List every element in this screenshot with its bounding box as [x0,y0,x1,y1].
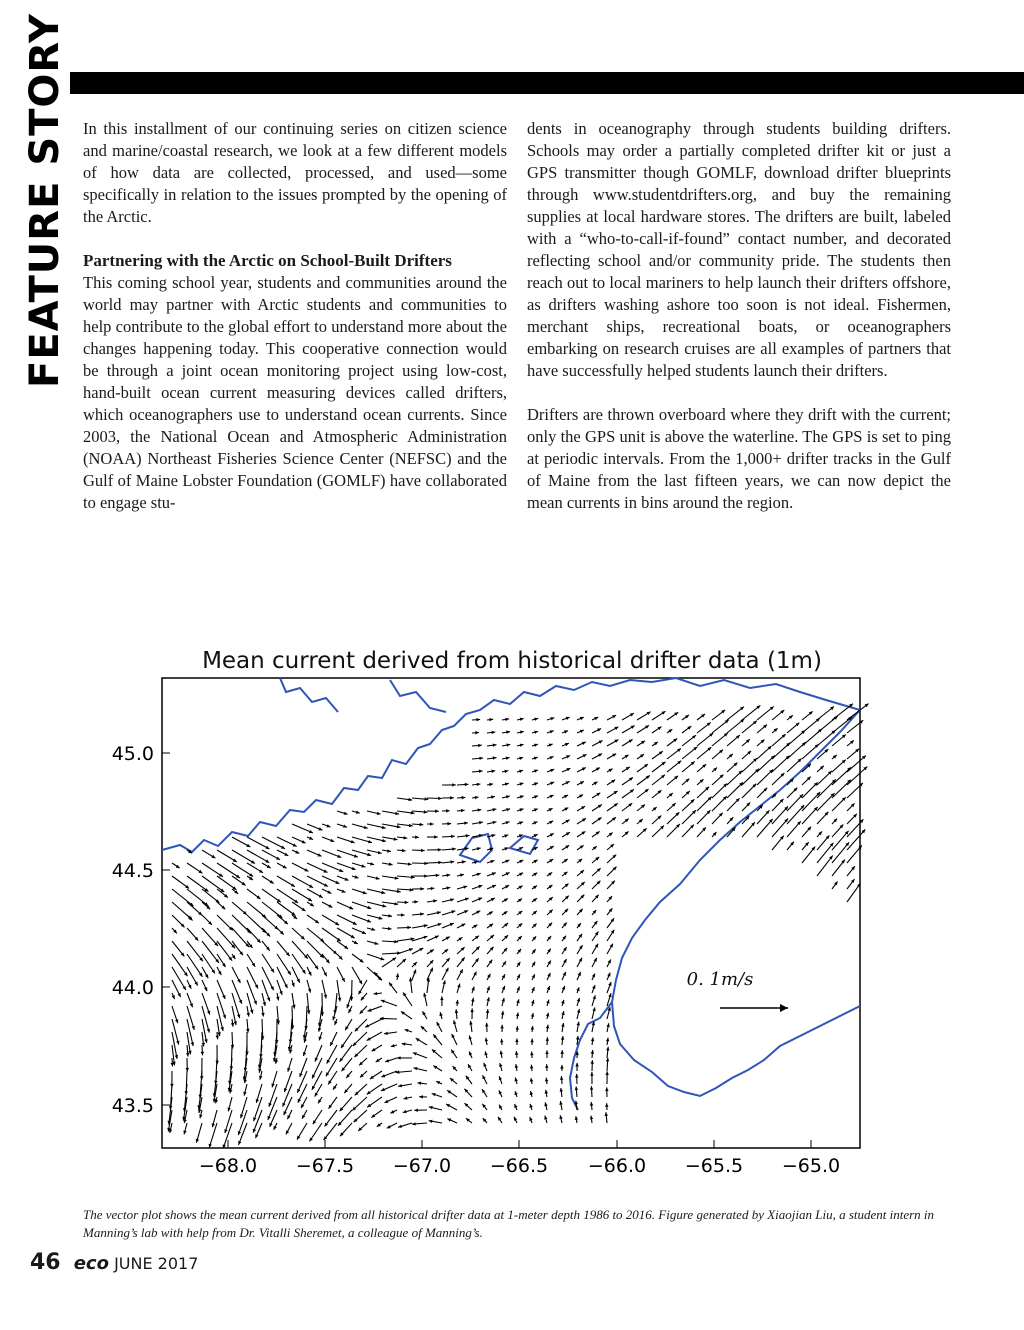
arrow-head [605,1112,609,1116]
arrow-head [223,1015,226,1019]
x-tick-label: −66.5 [489,1155,549,1177]
page-number: 46 [30,1250,61,1275]
arrow-head [605,1071,609,1075]
current-vector [238,1110,247,1135]
arrow-head [436,874,440,877]
current-vector [247,902,266,918]
arrow-head [437,911,441,914]
arrow-head [435,809,439,813]
arrow-head [530,1104,533,1108]
coastline-segment [280,678,338,712]
current-vector [253,1110,262,1133]
x-tick-label: −68.0 [198,1155,258,1177]
arrow-head [175,1055,178,1059]
scale-label: 0. 1m/s [686,969,754,990]
arrow-head [440,996,443,1000]
x-tick-label: −66.0 [587,1155,647,1177]
arrow-head [238,1131,241,1135]
figure-caption: The vector plot shows the mean current derived from all historical drifter data at 1-meter depth 1986 to 2016. Figure generated by Xiaojian Liu, a student intern in Manning’s lab with help from Dr. Vitalli Sheremet, a colleague of Manning’s. [83,1207,935,1240]
current-vector [832,842,849,863]
current-vector [269,1084,277,1107]
arrow-head [169,1129,172,1133]
coastline [162,678,860,1110]
arrow-head [424,810,428,814]
arrow-head [452,847,456,850]
arrow-head [408,862,412,865]
current-vector [172,954,188,976]
arrow-head [606,1023,609,1027]
arrow-head [561,1000,564,1004]
y-tick-label: 44.0 [111,977,154,999]
arrow-head [216,1036,219,1040]
arrow-head [412,1122,416,1125]
figure-title: Mean current derived from historical drifter data (1m) [202,648,822,674]
arrow-head [605,1087,609,1091]
arrow-head [465,898,469,901]
arrow-head [269,1103,272,1107]
arrow-head [303,1052,306,1056]
arrow-head [409,948,413,951]
current-vector [187,1006,194,1030]
arrow-head [405,901,409,905]
arrow-head [421,849,425,852]
arrow-head [516,1026,519,1030]
arrow-head [204,1039,207,1043]
current-vectors [167,704,868,1149]
arrow-head [413,1052,417,1055]
arrow-head [452,783,456,786]
arrow-head [486,1009,490,1013]
x-tick-label: −65.0 [781,1155,841,1177]
arrow-head [605,1103,608,1107]
arrow-head [438,848,442,852]
arrow-head [575,1074,579,1078]
arrow-head [451,835,455,838]
article-heading: Partnering with the Arctic on School-Built Drifters [83,251,452,270]
arrow-head [432,1093,436,1096]
current-vector [247,915,266,933]
arrow-head [171,1063,175,1067]
current-map-figure [100,640,880,1185]
arrow-head [368,1008,372,1011]
arrow-head [438,797,442,801]
current-vector [847,829,865,850]
arrow-head [560,1076,564,1080]
arrow-head [420,912,424,916]
arrow-head [475,731,479,735]
current-vector [757,756,775,773]
arrow-head [175,1019,178,1023]
x-tick-label: −65.5 [684,1155,744,1177]
body-paragraph-3: Drifters are thrown overboard where they drift with the current; only the GPS unit is above the waterline. The GPS is set to ping at periodic intervals. From the 1,000+ drifter tracks in the Gulf of Maine from the last fifteen years, we can now depict the mean currents in bins around the region. [527,405,951,512]
arrow-head [307,1010,311,1014]
arrow-head [455,1009,459,1013]
arrow-head [420,887,424,891]
arrow-head [381,1000,385,1003]
section-label: FEATURE STORY [22,13,68,388]
body-paragraph-2: dents in oceanography through students building drifters. Schools may order a partially completed drifter kit or just a GPS transmitter though GOMLF, download drifter blueprints through www.studentdrifters.org, and buy the remaining supplies at local hardware stores. The drifters are built, labeled with a “who-to-call-if-found” contact number, and decorated reflecting school and/or community pride. The students then reach out to local mariners to help launch their drifters offshore, as drifters washing ashore too soon is not ideal. Fishermen, merchant ships, recreational boats, or oceanographers embarking on research cruises are all examples of partners that have successfully helped students launch their drifters. [527,119,951,380]
current-vector [817,843,833,863]
arrow-head [465,783,469,786]
arrow-head [183,1119,187,1123]
x-tick-label: −67.0 [392,1155,452,1177]
arrow-head [534,782,538,785]
arrow-head [276,997,279,1001]
magazine-name: eco [73,1253,109,1274]
arrow-head [231,1045,235,1049]
current-vector [217,876,236,890]
arrow-head [470,1008,473,1012]
arrow-head [414,1109,418,1113]
arrow-head [478,744,482,747]
arrow-head [550,717,554,720]
x-axis-ticks [199,1140,840,1177]
page-footer [30,1250,198,1275]
arrow-head [549,744,553,747]
arrow-head [419,1095,423,1099]
right-column [527,118,951,536]
arrow-head [201,1052,205,1056]
arrow-head [414,900,418,904]
arrow-head [354,854,358,857]
arrow-head [420,823,424,827]
arrow-head [575,1086,578,1090]
arrow-head [352,867,356,870]
y-tick-label: 45.0 [111,743,154,765]
arrow-head [560,1065,564,1069]
arrow-head [438,861,442,865]
arrow-head [499,1076,502,1080]
current-vector [225,1110,232,1133]
current-vector [817,856,833,876]
arrow-head [238,1141,241,1145]
arrow-head [530,1039,533,1043]
arrow-head [476,718,480,721]
arrow-head [430,822,434,826]
arrow-head [380,957,384,960]
arrow-head [267,997,270,1001]
arrow-head [479,770,483,774]
intro-paragraph: In this installment of our continuing series on citizen science and marine/coastal research, we look at a few different models of how data are collected, processed, and used—some specifically in relation to the issues prompted by the opening of the Arctic. [83,119,507,226]
arrow-head [407,926,411,930]
arrow-head [462,796,466,800]
arrow-head [515,1051,519,1055]
arrow-head [506,757,510,760]
arrow-head [545,1064,548,1068]
arrow-head [446,809,450,813]
arrow-head [405,1029,409,1032]
x-tick-label: −67.5 [295,1155,355,1177]
current-vector [283,1084,292,1107]
arrow-head [186,1068,190,1072]
arrow-head [531,1013,534,1017]
arrow-head [546,1037,549,1041]
arrow-head [319,1037,322,1041]
arrow-head [545,1050,548,1054]
arrow-head [561,1036,565,1040]
arrow-head [591,1060,595,1064]
arrow-head [244,1079,247,1083]
body-paragraph: This coming school year, students and communities around the world may partner with Arctic students and communities to help contribute to the global effort to understand more about the changes happening today. This cooperative connection would be through a joint ocean monitoring project using low-cost, hand-built ocean current measuring devices called drifters, which oceanographers use to understand ocean currents. Since 2003, the National Ocean and Atmospheric Administration (NOAA) Northeast Fisheries Science Center (NEFSC) and the Gulf of Maine Lobster Foundation (GOMLF) have collaborated to engage stu- [83,273,507,512]
arrow-head [492,872,496,875]
header-rule [0,72,1024,94]
vector-map [100,640,880,1185]
arrow-head [253,1117,256,1121]
arrow-head [363,891,367,894]
arrow-head [590,1086,593,1090]
arrow-head [479,757,483,760]
arrow-head [351,840,355,843]
arrow-head [395,812,399,815]
arrow-head [397,1056,401,1060]
issue-date: JUNE 2017 [114,1254,199,1273]
current-vector [232,980,242,1004]
coastline-segment [460,834,492,862]
arrow-head [506,743,510,746]
arrow-head [402,849,406,853]
arrow-head [520,808,524,811]
arrow-head [504,834,508,837]
scale-arrow [720,1004,788,1012]
arrow-head [550,730,554,733]
y-tick-label: 44.5 [111,860,154,882]
current-vector [268,1097,277,1120]
plot-frame [162,678,860,1148]
arrow-head [434,835,438,839]
arrow-head [500,1025,503,1029]
arrow-head [560,1050,564,1054]
arrow-head [446,886,450,889]
arrow-head [186,1053,189,1057]
coastline-segment [162,678,860,852]
arrow-head [447,822,451,826]
left-column [83,118,507,536]
arrow-head [450,796,454,800]
arrow-head [456,1000,460,1004]
coastline-segment [390,680,446,712]
arrow-head [279,991,282,995]
arrow-head [606,1058,610,1062]
arrow-head [485,1023,489,1027]
arrow-head [534,770,538,773]
y-tick-label: 43.5 [111,1095,154,1117]
arrow-head [515,1039,519,1043]
coastline-segment [510,836,538,854]
arrow-head [415,835,419,839]
arrow-head [490,860,494,863]
arrow-head [590,1072,593,1076]
arrow-head [575,1063,579,1067]
arrow-head [500,1039,503,1043]
arrow-head [530,1052,534,1056]
arrow-head [347,1004,350,1008]
current-vector [787,742,806,759]
arrow-head [401,913,405,917]
